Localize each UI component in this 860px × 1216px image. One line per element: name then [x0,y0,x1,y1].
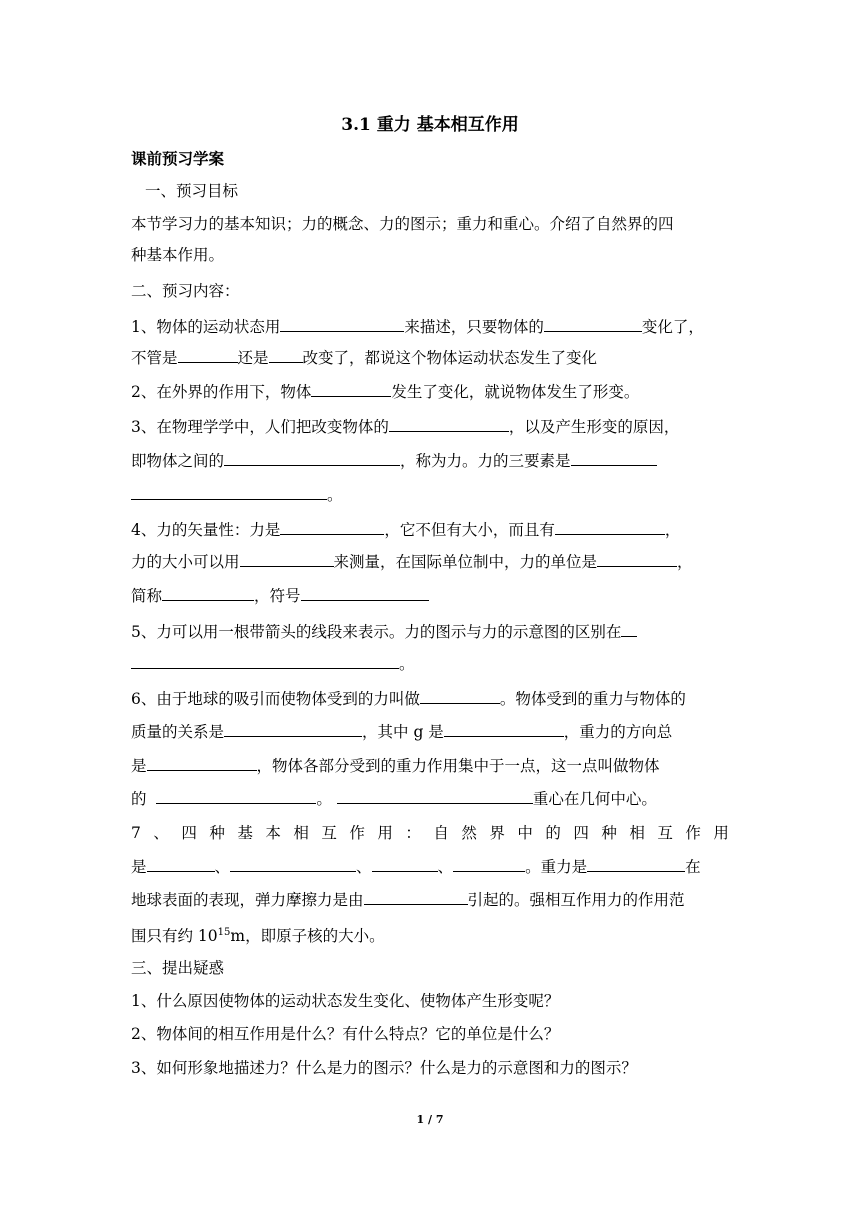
section-heading: 课前预习学案 [131,149,225,168]
fill-blank[interactable] [337,787,533,804]
fill-blank[interactable] [420,687,500,704]
text: 。 [316,790,332,808]
text: 发生了变化，就说物体发生了形变。 [391,383,640,401]
doubt-2: 2、物体间的相互作用是什么？有什么特点？它的单位是什么？ [131,1025,560,1043]
page-title: 3.1 重力 基本相互作用 [341,115,519,135]
doubt-1: 1、什么原因使物体的运动状态发生变化、使物体产生形变呢？ [131,992,560,1010]
text: ，其中 g 是 [362,723,444,741]
text: 质量的关系是 [131,723,225,741]
fill-blank[interactable] [301,584,429,601]
question-6-line-1 [131,687,729,710]
goal-line-1: 本节学习力的基本知识；力的概念、力的图示；重力和重心。介绍了自然界的四 [131,215,674,233]
text: 。物体受到的重力与物体的 [499,690,686,708]
fill-blank[interactable] [389,415,509,432]
text: ，它不但有大小，而且有 [384,521,555,539]
superscript: 15 [217,927,231,938]
text: ，称为力。力的三要素是 [400,452,571,470]
fill-blank[interactable] [555,518,665,535]
question-7-line-1 [131,822,729,844]
text: 6、由于地球的吸引而使物体受到的力叫做 [131,690,420,708]
text: 来描述，只要物体的 [404,318,544,336]
justified-char: 种 [209,824,225,842]
separator: 、 [437,858,454,876]
justified-char: 基 [237,824,253,842]
question-2 [131,380,729,403]
text: 引起的。强相互作用力的作用范 [467,891,685,909]
text: 来测量，在国际单位制中，力的单位是 [333,553,598,571]
question-4-line-3 [131,584,729,607]
justified-char: 然 [461,824,477,842]
question-6-line-4 [131,787,729,810]
fill-blank[interactable] [587,855,685,872]
text: ，重力的方向总 [563,723,673,741]
text: 。重力是 [525,858,588,876]
text: 是 [131,757,147,775]
justified-char: 自 [433,824,449,842]
fill-blank[interactable] [280,518,384,535]
fill-blank[interactable] [224,720,362,737]
fill-blank[interactable] [444,720,564,737]
doubt-3: 3、如何形象地描述力？什么是力的图示？什么是力的示意图和力的图示？ [131,1059,637,1077]
question-3-line-2 [131,449,729,472]
justified-char: 中 [517,824,533,842]
goal-line-2: 种基本作用。 [131,246,225,264]
justified-char: 作 [349,824,365,842]
justified-char: 界 [489,824,505,842]
justified-char: 四 [573,824,589,842]
text: 的 [131,790,147,808]
text: 改变了，都说这个物体运动状态发生了变化 [302,349,598,367]
justified-char: 相 [629,824,645,842]
text: 不管是 [131,349,178,367]
justified-char: 相 [293,824,309,842]
text: 5、力可以用一根带箭头的线段来表示。力的图示与力的示意图的区别在 [131,623,622,641]
question-4-line-1 [131,518,729,541]
page-number: 1 / 7 [416,1113,444,1126]
fill-blank[interactable] [131,652,399,669]
justified-char: 作 [685,824,701,842]
text: 变化了， [641,318,704,336]
text: 重心在几何中心。 [532,790,657,808]
section-preview-content: 二、预习内容： [131,282,240,300]
text: ，符号 [254,587,301,605]
question-1-line-1 [131,315,729,338]
question-3-line-3 [131,483,729,506]
question-7-line-3 [131,888,729,911]
text: 即物体之间的 [131,452,225,470]
text: 。 [327,486,343,504]
fill-blank[interactable] [230,855,356,872]
question-3-line-1 [131,415,729,438]
section-preview-goal: 一、预习目标 [145,182,239,200]
fill-blank[interactable] [621,620,637,637]
fill-blank[interactable] [280,315,404,332]
justified-char: 种 [601,824,617,842]
text: 3、在物理学学中，人们把改变物体的 [131,418,389,436]
justified-char: 互 [321,824,337,842]
fill-blank[interactable] [147,754,257,771]
fill-blank[interactable] [453,855,525,872]
fill-blank[interactable] [597,550,677,567]
text: ，以及产生形变的原因， [508,418,680,436]
fill-blank[interactable] [240,550,334,567]
fill-blank[interactable] [156,787,316,804]
text: 还是 [237,349,269,367]
text: ， [664,521,681,539]
question-5-line-1 [131,620,729,643]
text: 2、在外界的作用下，物体 [131,383,312,401]
text: 4、力的矢量性：力是 [131,521,281,539]
justified-char: 7 [131,824,141,842]
question-6-line-2 [131,720,729,743]
text: 围只有约 10 [131,927,218,946]
text: 在 [685,858,701,876]
question-5-line-2 [131,652,729,675]
separator: 、 [356,858,372,876]
fill-blank[interactable] [311,380,391,397]
text: 简称 [131,587,163,605]
justified-char: 用 [377,824,393,842]
fill-blank[interactable] [372,855,438,872]
text: 地球表面的表现，弹力摩擦力是由 [131,891,364,909]
fill-blank[interactable] [571,449,657,466]
justified-char: 本 [265,824,281,842]
question-4-line-2 [131,550,729,573]
separator: 、 [214,858,231,876]
fill-blank[interactable] [269,346,303,363]
justified-char: 用 [713,824,729,842]
section-raise-doubts: 三、提出疑惑 [131,959,225,977]
fill-blank[interactable] [147,855,215,872]
text: 是 [131,858,147,876]
text: 力的大小可以用 [131,553,240,571]
text: 1、物体的运动状态用 [131,318,281,336]
justified-char: 的 [545,824,561,842]
question-7-line-4 [131,922,729,947]
question-1-line-2 [131,346,729,369]
fill-blank[interactable] [178,346,238,363]
fill-blank[interactable] [544,315,642,332]
text: ，物体各部分受到的重力作用集中于一点，这一点叫做物体 [256,757,660,775]
justified-char: 、 [153,824,169,842]
question-6-line-3 [131,754,729,777]
text: 。 [399,655,415,673]
fill-blank[interactable] [364,888,468,905]
justified-char: 互 [657,824,673,842]
justified-char: 四 [181,824,197,842]
fill-blank[interactable] [131,483,327,500]
text: m，即原子核的大小。 [230,927,385,946]
justified-char: ： [405,824,421,842]
text: ， [677,553,693,571]
fill-blank[interactable] [224,449,400,466]
question-7-line-2 [131,855,729,878]
fill-blank[interactable] [162,584,254,601]
